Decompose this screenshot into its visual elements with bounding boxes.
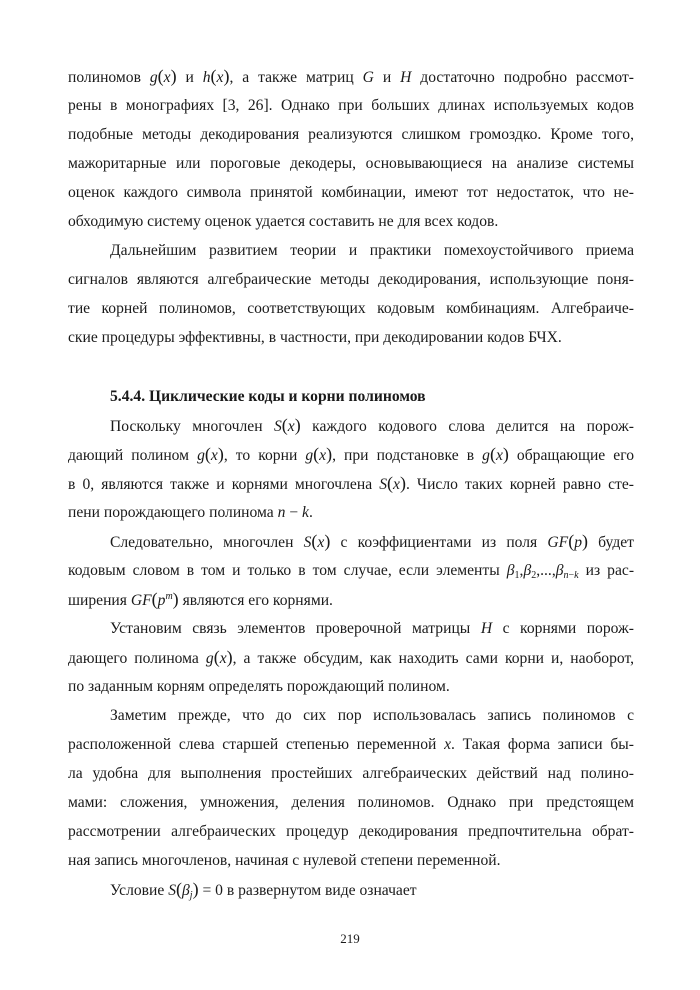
- text: ширения: [68, 592, 127, 609]
- p2-line-3: тие корней полиномов, соответствующих кодовым комбинациям. Алгебраиче-: [68, 300, 634, 317]
- p4-line-1: [68, 527, 634, 556]
- p5-line-3: по заданным корням определять порождающий полином.: [68, 678, 450, 695]
- formula-GF-p-m: $GF(p^m)$: [130, 589, 179, 609]
- text: и: [185, 69, 194, 86]
- text: Условие: [110, 882, 165, 899]
- text: Поскольку многочлен: [110, 418, 263, 435]
- text: в 0, являются также и корнями многочлена: [68, 476, 373, 493]
- formula-GF-p: GF(p): [547, 531, 588, 551]
- formula-g-x: g(x): [149, 66, 177, 86]
- p6-line-1: Заметим прежде, что до сих пор использовалась запись полиномов с: [110, 707, 634, 724]
- text: кодовым словом в том и только в том случае, если элементы: [68, 562, 500, 579]
- text: Следовательно, многочлен: [110, 534, 294, 551]
- p4-line-3: [68, 585, 634, 614]
- text: , то корни: [223, 447, 298, 464]
- formula-S-x: S(x): [303, 531, 331, 551]
- formula-n-minus-k: n − k: [277, 504, 309, 521]
- formula-S-beta-j-eq-0: $S(\beta_j) = 0$: [168, 879, 223, 901]
- text: . Число таких корней равно сте-: [405, 476, 634, 493]
- text: каждого кодового слова делится на порож-: [312, 418, 634, 435]
- formula-g-x: g(x): [305, 444, 333, 464]
- text: дающего полинома: [68, 650, 199, 667]
- text: пени порождающего полинома: [68, 504, 274, 521]
- p2-line-2: сигналов являются алгебраические методы декодирования, использующие поня-: [68, 271, 634, 288]
- p6-line-2: [68, 730, 634, 759]
- section-heading: 5.4.4. Циклические коды и корни полиномов: [110, 388, 426, 405]
- formula-h-x: h(x): [202, 66, 230, 86]
- p1-line-3: подобные методы декодирования реализуются слишком громоздко. Кроме того,: [68, 126, 634, 143]
- formula-H: H: [480, 620, 493, 637]
- p6-line-3: ла удобна для выполнения простейших алгебраических действий над полино-: [68, 765, 634, 782]
- text: дающий полином: [68, 447, 190, 464]
- formula-beta-sequence: $\beta_1,\beta_2,...,\beta_{n-k}$: [506, 562, 579, 581]
- p1-line-1: [68, 62, 634, 91]
- p1-line-4: мажоритарные или пороговые декодеры, основывающиеся на анализе системы: [68, 155, 634, 172]
- text: и: [382, 69, 392, 86]
- text: , при подстановке в: [332, 447, 475, 464]
- formula-x: x: [444, 736, 452, 753]
- p4-line-2: [68, 556, 634, 585]
- text: с коэффициентами из поля: [340, 534, 538, 551]
- formula-H: H: [400, 69, 412, 86]
- formula-G: G: [362, 69, 374, 86]
- p6-line-5: рассмотрении алгебраических процедур декодирования предпочтительна обрат-: [68, 823, 634, 840]
- text: в развернутом виде означает: [226, 882, 417, 899]
- formula-S-x: S(x): [379, 473, 406, 493]
- p2-line-4: ские процедуры эффективны, в частности, при декодировании кодов БЧХ.: [68, 329, 562, 346]
- formula-g-x: g(x): [197, 444, 224, 464]
- text: достаточно подробно рассмот-: [420, 69, 634, 86]
- text: расположенной слева старшей степенью переменной: [68, 736, 437, 753]
- p5-line-2: [68, 643, 634, 672]
- text: из рас-: [585, 562, 635, 579]
- text: с корнями порож-: [502, 620, 635, 637]
- p3-line-2: [68, 440, 634, 469]
- text: обращающие его: [516, 447, 634, 464]
- p3-line-1: [68, 411, 634, 440]
- formula-S-x: S(x): [274, 415, 301, 435]
- spacer: [68, 352, 634, 380]
- p6-line-6: ная запись многочленов, начиная с нулевой степени переменной.: [68, 852, 501, 869]
- p1-line-6: обходимую систему оценок удается составить не для всех кодов.: [68, 213, 499, 230]
- text: . Такая форма записи бы-: [451, 736, 634, 753]
- formula-g-x: g(x): [205, 647, 233, 667]
- text: .: [308, 504, 313, 521]
- text: полиномов: [68, 69, 141, 86]
- p1-line-2: рены в монографиях [3, 26]. Однако при больших длинах используемых кодов: [68, 97, 634, 114]
- text: являются его корнями.: [182, 592, 333, 609]
- text: , а также матриц: [229, 69, 354, 86]
- body-text: [68, 62, 634, 904]
- p2-line-1: Дальнейшим развитием теории и практики помехоустойчивого приема: [110, 242, 634, 259]
- p5-line-1: [68, 614, 634, 643]
- page-number: 219: [340, 931, 360, 946]
- p3-line-3: [68, 469, 634, 498]
- text: , а также обсудим, как находить сами корни и, наоборот,: [232, 650, 635, 667]
- formula-g-x: g(x): [482, 444, 509, 464]
- p3-line-4: [68, 498, 634, 527]
- p7-line-1: [68, 875, 634, 904]
- p6-line-4: мами: сложения, умножения, деления полиномов. Однако при предстоящем: [68, 794, 634, 811]
- text: Установим связь элементов проверочной матрицы: [110, 620, 471, 637]
- text: будет: [598, 534, 634, 551]
- p1-line-5: оценок каждого символа принятой комбинации, имеют тот недостаток, что не-: [68, 184, 634, 201]
